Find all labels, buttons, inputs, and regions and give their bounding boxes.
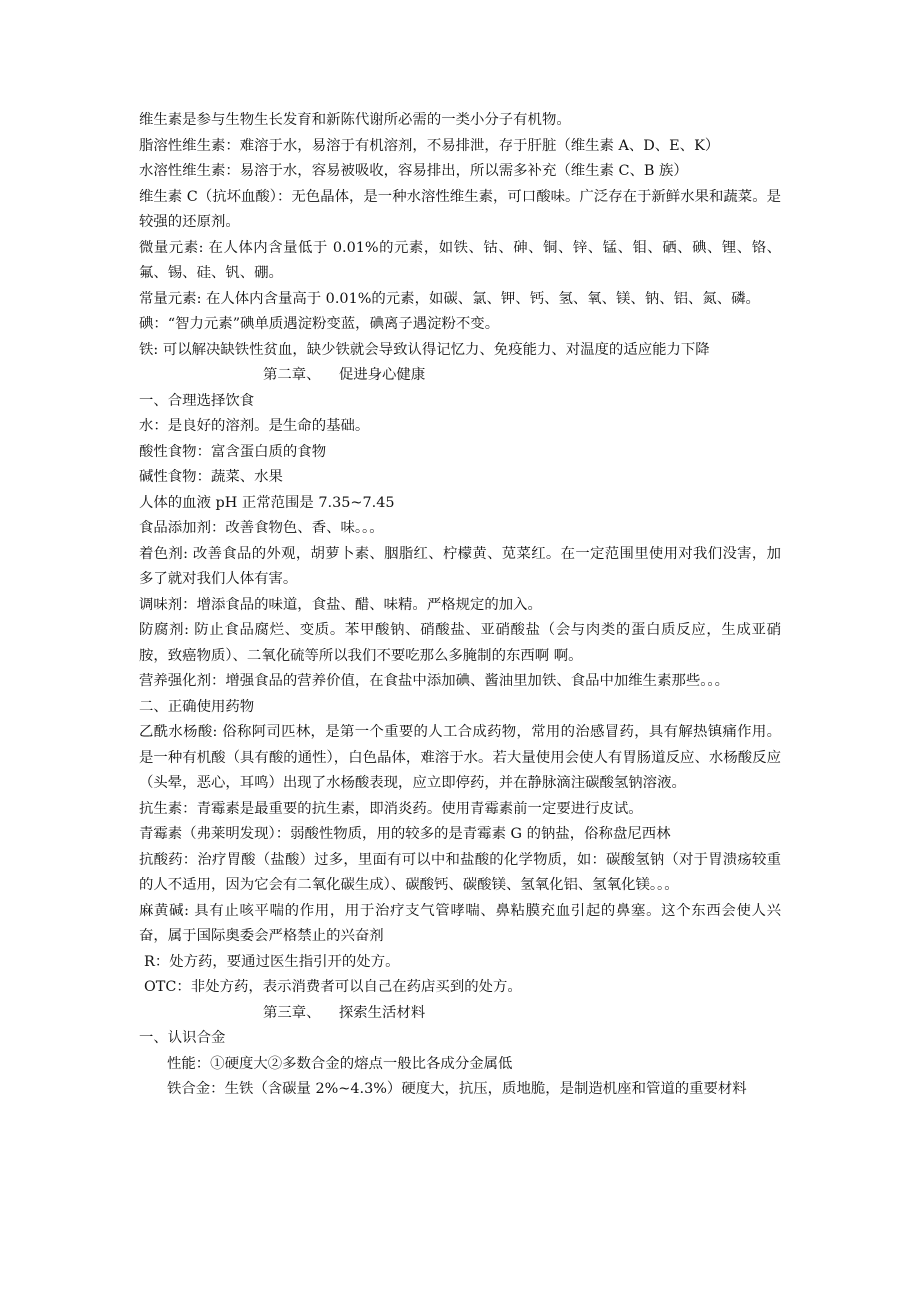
paragraph-preservatives: 防腐剂: 防止食品腐烂、变质。苯甲酸钠、硝酸盐、亚硝酸盐（会与肉类的蛋白质反应，生成亚硝胺，致癌物质）、二氧化硫等所以我们不要吃那么多腌制的东西啊 啊。 — [139, 622, 781, 664]
paragraph-fat-soluble-vitamins: 脂溶性维生素：难溶于水，易溶于有机溶剂，不易排泄，存于肝脏（维生素 A、D、E、K） — [139, 137, 720, 154]
paragraph-acidic-food: 酸性食物：富含蛋白质的食物 — [139, 443, 327, 460]
paragraph-blood-ph: 人体的血液 pH 正常范围是 7.35~7.45 — [139, 494, 395, 511]
section-diet-heading: 一、合理选择饮食 — [139, 392, 255, 409]
paragraph-vitamin-definition: 维生素是参与生物生长发育和新陈代谢所必需的一类小分子有机物。 — [139, 112, 571, 128]
paragraph-water: 水：是良好的溶剂。是生命的基础。 — [139, 418, 370, 434]
paragraph-iron: 铁: 可以解决缺铁性贫血，缺少铁就会导致认得记忆力、免疫能力、对温度的适应能力下降 — [139, 341, 710, 358]
paragraph-ephedrine: 麻黄碱: 具有止咳平喘的作用，用于治疗支气管哮喘、鼻粘膜充血引起的鼻塞。这个东西会使人兴奋，属于国际奥委会严格禁止的兴奋剂 — [139, 902, 781, 944]
chapter-2-heading: 第二章、 促进身心健康 — [263, 367, 426, 383]
paragraph-antacids: 抗酸药：治疗胃酸（盐酸）过多，里面有可以中和盐酸的化学物质，如：碳酸氢钠（对于胃溃疡较重的人不适用，因为它会有二氧化碳生成）、碳酸钙、碳酸镁、氢氧化铝、氢氧化镁。。。 — [139, 851, 781, 893]
paragraph-water-soluble-vitamins: 水溶性维生素：易溶于水，容易被吸收，容易排出，所以需多补充（维生素 C、B 族） — [139, 163, 688, 179]
section-alloy-heading: 一、认识合金 — [139, 1030, 226, 1046]
paragraph-alloy-properties: 性能：①硬度大②多数合金的熔点一般比各成分金属低 — [167, 1055, 513, 1072]
paragraph-alkaline-food: 碱性食物：蔬菜、水果 — [139, 469, 283, 485]
paragraph-penicillin: 青霉素（弗莱明发现）：弱酸性物质，用的较多的是青霉素 G 的钠盐，俗称盘尼西林 — [139, 826, 671, 842]
paragraph-prescription: R：处方药，要通过医生指引开的处方。 — [144, 953, 400, 970]
paragraph-food-additives: 食品添加剂：改善食物色、香、味。。。 — [139, 520, 384, 536]
chapter-3-heading: 第三章、 探索生活材料 — [263, 1004, 426, 1021]
paragraph-trace-elements: 微量元素: 在人体内含量低于 0.01%的元素，如铁、钴、砷、铜、锌、锰、钼、硒、碘、锂、铬、氟、锡、硅、钒、硼。 — [139, 239, 781, 281]
paragraph-vitamin-c: 维生素 C（抗坏血酸）：无色晶体，是一种水溶性维生素，可口酸味。广泛存在于新鲜水果和蔬菜。是较强的还原剂。 — [139, 188, 781, 230]
paragraph-fortifiers: 营养强化剂：增强食品的营养价值，在食盐中添加碘、酱油里加铁、食品中加维生素那些。。。 — [139, 673, 730, 689]
paragraph-macro-elements: 常量元素: 在人体内含量高于 0.01%的元素，如碳、氯、钾、钙、氢、氧、镁、钠、铝、氮、磷。 — [139, 290, 760, 307]
paragraph-colorants: 着色剂: 改善食品的外观，胡萝卜素、胭脂红、柠檬黄、苋菜红。在一定范围里使用对我们没害，加多了就对我们人体有害。 — [139, 545, 781, 587]
section-medicine-heading: 二、正确使用药物 — [139, 698, 255, 715]
paragraph-antibiotics: 抗生素：青霉素是最重要的抗生素，即消炎药。使用青霉素前一定要进行皮试。 — [139, 800, 643, 817]
paragraph-aspirin: 乙酰水杨酸: 俗称阿司匹林，是第一个重要的人工合成药物，常用的治感冒药，具有解热镇痛作用。是一种有机酸（具有酸的通性），白色晶体，难溶于水。若大量使用会使人有胃肠道反应、水杨酸反应（头晕，恶心，耳鸣）出现了水杨酸表现，应立即停药，并在静脉滴注碳酸氢钠溶液。 — [139, 724, 781, 791]
document-page — [139, 108, 781, 1103]
paragraph-iodine: 碘：“智力元素”碘单质遇淀粉变蓝，碘离子遇淀粉不变。 — [139, 316, 500, 332]
paragraph-flavorings: 调味剂：增添食品的味道，食盐、醋、味精。严格规定的加入。 — [139, 596, 542, 613]
paragraph-iron-alloy: 铁合金：生铁（含碳量 2%~4.3%）硬度大，抗压，质地脆，是制造机座和管道的重要材料 — [167, 1081, 747, 1097]
paragraph-otc: OTC：非处方药，表示消费者可以自己在药店买到的处方。 — [144, 979, 522, 995]
